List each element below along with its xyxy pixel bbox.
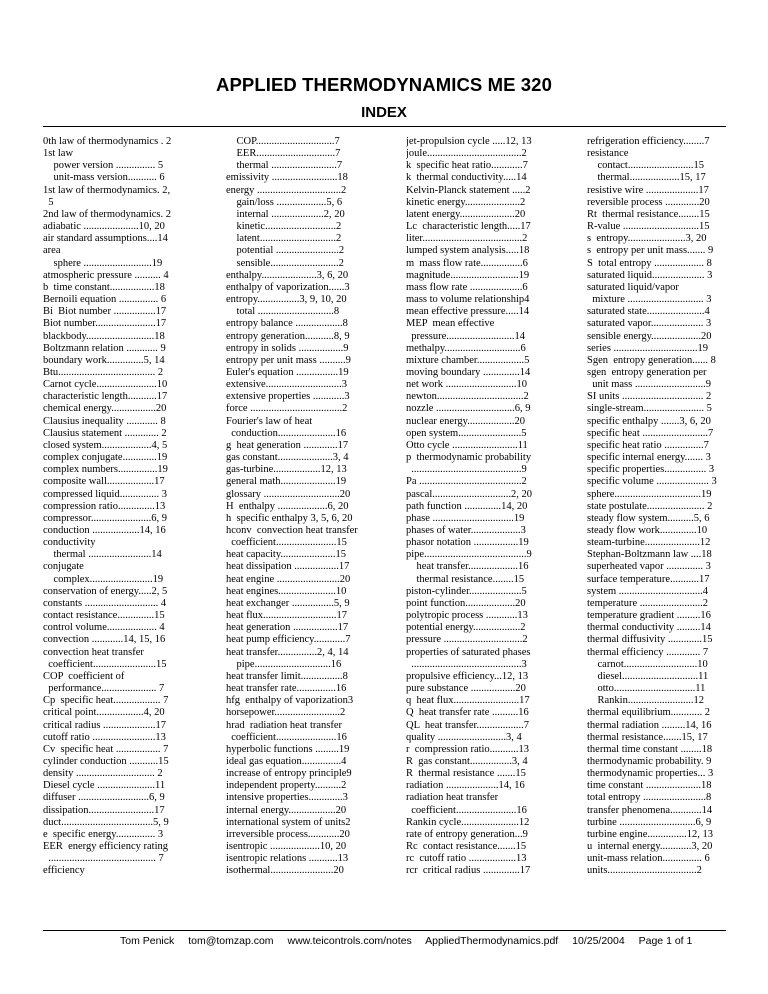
index-entry: entropy generation...........8, 9 — [226, 330, 350, 342]
index-entry: Rankin.........................12 — [587, 695, 704, 707]
index-entry: heat capacity.....................15 — [226, 549, 347, 561]
index-entry: thermal efficiency ............. 7 — [587, 646, 709, 658]
index-entry: Biot number.......................17 — [43, 318, 167, 330]
index-entry: energy ................................2 — [226, 184, 347, 196]
index-entry: atmospheric pressure .......... 4 — [43, 269, 169, 281]
index-entry: Otto cycle .........................11 — [406, 439, 528, 451]
index-entry: 0th law of thermodynamics . 2 — [43, 136, 172, 147]
index-entry: moving boundary ..............14 — [406, 366, 531, 378]
index-entry: turbine engine...............12, 13 — [587, 828, 713, 840]
index-entry: thermodynamic probability. 9 — [587, 755, 712, 767]
index-entry: mean effective pressure.....14 — [406, 306, 530, 318]
index-entry: conductivity — [43, 537, 96, 549]
index-entry: saturated state......................4 — [587, 306, 710, 318]
index-entry: MEP mean effective — [406, 318, 495, 330]
index-entry: k specific heat ratio............7 — [406, 160, 528, 172]
index-entry: path function ..............14, 20 — [406, 500, 528, 512]
index-entry: h specific enthalpy 3, 5, 6, 20 — [226, 512, 353, 524]
index-entry: duct...................................5, 9 — [43, 816, 169, 828]
index-entry: R-value .............................15 — [587, 221, 710, 233]
index-entry: sensible energy...................20 — [587, 330, 712, 342]
index-entry: sphere ..........................19 — [43, 257, 163, 269]
index-entry: 5 — [43, 196, 54, 208]
index-entry: latent.............................2 — [226, 233, 342, 245]
index-entry: Cp specific heat.................. 7 — [43, 695, 169, 707]
index-entry: saturated liquid/vapor — [587, 281, 679, 293]
index-entry: Kelvin-Planck statement .....2 — [406, 184, 531, 196]
index-entry: R thermal resistance .......15 — [406, 768, 526, 780]
index-entry: entropy balance ..................8 — [226, 318, 348, 330]
index-entry: compressor.......................6, 9 — [43, 512, 167, 524]
index-entry: entropy................3, 9, 10, 20 — [226, 294, 347, 306]
page-title: APPLIED THERMODYNAMICS ME 320 — [216, 74, 552, 95]
index-entry: glossary .............................20 — [226, 488, 351, 500]
page-subtitle: INDEX — [361, 104, 407, 121]
index-entry: jet-propulsion cycle .....12, 13 — [406, 136, 532, 147]
index-entry: coefficient.......................16 — [406, 804, 527, 816]
footer-email[interactable]: tom@tomzap.com — [188, 935, 274, 947]
index-entry: area — [43, 245, 61, 257]
index-entry: critical radius ....................17 — [43, 719, 167, 731]
index-entry: pipe.......................................9 — [406, 549, 532, 561]
index-entry: specific heat ratio ...............7 — [587, 439, 709, 451]
index-entry: conduction......................16 — [226, 427, 347, 439]
index-entry: pipe.............................16 — [226, 658, 342, 670]
index-entry: Euler's equation ................19 — [226, 366, 349, 378]
index-entry: gas-turbine..................12, 13 — [226, 464, 347, 476]
index-column-3 — [406, 136, 546, 878]
index-entry: heat dissipation .................17 — [226, 561, 350, 573]
index-entry: thermal radiation .........14, 16 — [587, 719, 712, 731]
index-entry: Stephan-Boltzmann law ....18 — [587, 549, 712, 561]
index-entry: radiation ....................14, 16 — [406, 780, 525, 792]
index-entry: pure substance .................20 — [406, 683, 526, 695]
index-entry: conjugate — [43, 561, 84, 573]
index-entry: EER energy efficiency rating — [43, 841, 168, 853]
index-entry: unit-mass relation............... 6 — [587, 853, 710, 865]
index-entry: u internal energy............3, 20 — [587, 841, 713, 853]
index-entry: refrigeration efficiency........7 — [587, 136, 710, 147]
index-entry: internal energy..................20 — [226, 804, 347, 816]
index-entry: single-stream....................... 5 — [587, 403, 712, 415]
index-entry: phasor notation .................19 — [406, 537, 529, 549]
index-entry: sgen entropy generation per — [587, 366, 707, 378]
index-entry: constants ............................ 4 — [43, 597, 167, 609]
index-entry: heat engines......................10 — [226, 585, 347, 597]
index-entry: dissipation.........................17 — [43, 804, 165, 816]
index-entry: specific heat .........................7 — [587, 427, 714, 439]
index-entry: resistive wire ....................17 — [587, 184, 709, 196]
index-entry: Q heat transfer rate ..........16 — [406, 707, 529, 719]
index-entry: heat transfer...................16 — [406, 561, 529, 573]
index-entry: heat flux............................17 — [226, 610, 348, 622]
index-entry: open system........................5 — [406, 427, 527, 439]
index-entry: convection heat transfer — [43, 646, 144, 658]
index-entry: potential energy..................2 — [406, 622, 526, 634]
index-entry: diffuser ...........................6, 9 — [43, 792, 165, 804]
index-entry: specific internal energy....... 3 — [587, 452, 711, 464]
index-entry: joule....................................2 — [406, 148, 527, 160]
index-entry: thermal ........................14 — [43, 549, 162, 561]
index-entry: magnitude..........................19 — [406, 269, 530, 281]
index-entry: cylinder conduction ...........15 — [43, 755, 169, 767]
index-entry: horsepower.........................2 — [226, 707, 346, 719]
index-entry: units..................................2 — [587, 865, 702, 877]
index-entry: mixture ............................. 3 — [587, 294, 712, 306]
index-entry: q heat flux.........................17 — [406, 695, 530, 707]
index-entry: Bi Biot number ................17 — [43, 306, 167, 318]
index-entry: Lc characteristic length.....17 — [406, 221, 531, 233]
index-entry: control volume................... 4 — [43, 622, 165, 634]
index-entry: specific properties................ 3 — [587, 464, 715, 476]
index-entry: contact.........................15 — [587, 160, 704, 172]
index-column-1 — [43, 136, 184, 878]
index-entry: Btu..................................... 2 — [43, 366, 164, 378]
index-entry: efficiency — [43, 865, 85, 877]
index-entry: chemical energy.................20 — [43, 403, 167, 415]
index-entry: S total entropy ................... 8 — [587, 257, 712, 269]
index-entry: hconv convection heat transfer — [226, 525, 358, 536]
index-entry: Rankin cycle......................12 — [406, 816, 530, 828]
index-entry: complex........................19 — [43, 573, 164, 585]
index-entry: isentropic ...................10, 20 — [226, 841, 347, 853]
header-rule — [43, 126, 726, 127]
index-entry: nozzle ..............................6, 9 — [406, 403, 531, 415]
index-entry: thermal resistance........15 — [406, 573, 525, 585]
index-entry: series ................................19 — [587, 342, 709, 354]
index-entry: R gas constant................3, 4 — [406, 755, 528, 767]
index-entry: SI units ............................... 2 — [587, 391, 712, 403]
index-entry: critical point..................4, 20 — [43, 707, 165, 719]
index-entry: methalpy.............................6 — [406, 342, 526, 354]
index-entry: thermal equilibrium............ 2 — [587, 707, 711, 719]
index-entry: international system of units2 — [226, 816, 351, 828]
index-entry: sphere.................................19 — [587, 488, 712, 500]
index-entry: newton.................................2 — [406, 391, 529, 403]
index-entry: adiabatic .....................10, 20 — [43, 221, 165, 233]
index-entry: heat transfer...............2, 4, 14 — [226, 646, 349, 658]
index-column-4 — [587, 136, 726, 878]
index-entry: gain/loss ...................5, 6 — [226, 196, 343, 208]
index-entry: r compression ratio...........13 — [406, 743, 530, 755]
index-entry: mass flow rate ....................6 — [406, 281, 528, 293]
index-entry: hrad radiation heat transfer — [226, 719, 343, 731]
index-entry: nuclear energy..................20 — [406, 415, 525, 427]
index-entry: surface temperature...........17 — [587, 573, 710, 585]
index-entry: s entropy......................3, 20 — [587, 233, 707, 245]
index-entry: thermal .........................7 — [226, 160, 343, 172]
index-entry: Rt thermal resistance........15 — [587, 208, 710, 220]
index-entry: entropy per unit mass ..........9 — [226, 354, 351, 366]
index-entry: compressed liquid............... 3 — [43, 488, 167, 500]
index-entry: total .............................8 — [226, 306, 340, 318]
index-entry: Bernoili equation ............... 6 — [43, 294, 167, 306]
index-entry: general math.....................19 — [226, 476, 347, 488]
index-entry: conduction ..................14, 16 — [43, 525, 166, 536]
index-entry: gas constant.....................3, 4 — [226, 452, 349, 464]
index-entry: 2nd law of thermodynamics. 2 — [43, 208, 172, 220]
index-entry: emissivity .........................18 — [226, 172, 348, 184]
index-entry: coefficient.......................15 — [226, 537, 347, 549]
index-entry: increase of entropy principle9 — [226, 768, 352, 780]
index-entry: Diesel cycle ......................11 — [43, 780, 166, 792]
index-entry: Cv specific heat ................. 7 — [43, 743, 169, 755]
index-entry: pressure ..............................2 — [406, 634, 528, 646]
index-entry: piston-cylinder....................5 — [406, 585, 527, 597]
index-entry: properties of saturated phases — [406, 646, 531, 658]
index-entry: m mass flow rate................6 — [406, 257, 528, 269]
index-entry: mass to volume relationship4 — [406, 294, 530, 306]
index-entry: thermal...................15, 17 — [587, 172, 706, 184]
index-entry: conservation of energy.....2, 5 — [43, 585, 168, 597]
index-entry: composite wall..................17 — [43, 476, 165, 488]
index-entry: net work ...........................10 — [406, 379, 528, 391]
index-entry: Rc contact resistance.......15 — [406, 841, 527, 853]
index-entry: COP..............................7 — [226, 136, 340, 147]
index-entry: rcr critical radius ..............17 — [406, 865, 531, 877]
index-entry: s entropy per unit mass....... 9 — [587, 245, 714, 257]
index-entry: unit mass ...........................9 — [587, 379, 711, 391]
index-entry: radiation heat transfer — [406, 792, 499, 804]
index-entry: Sgen entropy generation...... 8 — [587, 354, 716, 366]
index-entry: blackbody..........................18 — [43, 330, 165, 342]
index-entry: e specific energy............... 3 — [43, 828, 164, 840]
index-entry: point function...................20 — [406, 597, 526, 609]
index-entry: force ...................................2 — [226, 403, 348, 415]
footer-url[interactable]: www.teicontrols.com/notes — [287, 935, 412, 947]
index-entry: heat pump efficiency............7 — [226, 634, 351, 646]
index-entry: heat transfer rate...............16 — [226, 683, 347, 695]
footer-filename: AppliedThermodynamics.pdf — [425, 935, 559, 947]
index-column-2 — [226, 136, 366, 878]
index-entry: mixture chamber..................5 — [406, 354, 530, 366]
index-entry: intensive properties.............3 — [226, 792, 348, 804]
index-entry: coefficient.......................16 — [226, 731, 347, 743]
index-entry: p thermodynamic probability — [406, 452, 532, 464]
index-entry: superheated vapor .............. 3 — [587, 561, 711, 573]
index-entry: kinetic energy.....................2 — [406, 196, 526, 208]
index-entry: 1st law — [43, 148, 74, 160]
index-entry: system ................................4 — [587, 585, 709, 597]
index-entry: latent energy.....................20 — [406, 208, 526, 220]
index-entry: temperature gradient .........16 — [587, 610, 711, 622]
index-entry: pascal..............................2, 20 — [406, 488, 532, 500]
index-entry: heat engine ........................20 — [226, 573, 351, 585]
index-entry: diesel.............................11 — [587, 670, 709, 682]
index-entry: ideal gas equation...............4 — [226, 755, 347, 767]
index-entry: Clausius inequality ............ 8 — [43, 415, 166, 427]
footer-author: Tom Penick — [120, 935, 175, 947]
index-entry: state postulate...................... 2 — [587, 500, 713, 512]
index-entry: compression ratio..............13 — [43, 500, 166, 512]
index-entry: Boltzmann relation ............ 9 — [43, 342, 166, 354]
index-entry: H enthalpy ...................6, 20 — [226, 500, 349, 512]
index-entry: total entropy ........................8 — [587, 792, 712, 804]
index-entry: b time constant.................18 — [43, 281, 165, 293]
index-entry: complex conjugate.............19 — [43, 452, 168, 464]
index-entry: hyperbolic functions .........19 — [226, 743, 350, 755]
index-entry: heat generation .................17 — [226, 622, 349, 634]
index-entry: time constant .....................18 — [587, 780, 712, 792]
index-entry: steam-turbine.....................12 — [587, 537, 711, 549]
index-entry: rc cutoff ratio ..................13 — [406, 853, 527, 865]
index-entry: thermodynamic properties... 3 — [587, 768, 714, 780]
index-entry: pressure..........................14 — [406, 330, 525, 342]
index-entry: k thermal conductivity.....14 — [406, 172, 527, 184]
index-entry: Fourier's law of heat — [226, 415, 313, 427]
index-entry: rate of entropy generation...9 — [406, 828, 528, 840]
index-entry: enthalpy.....................3, 6, 20 — [226, 269, 349, 281]
index-entry: steady flow system..........5, 6 — [587, 512, 710, 524]
index-entry: thermal diffusivity .............15 — [587, 634, 713, 646]
footer-date: 10/25/2004 — [572, 935, 625, 947]
index-entry: performance..................... 7 — [43, 683, 165, 695]
index-entry: Pa .......................................2 — [406, 476, 527, 488]
footer-page-number: Page 1 of 1 — [638, 935, 693, 947]
page-footer — [120, 935, 730, 947]
index-entry: extensive properties ............3 — [226, 391, 350, 403]
index-entry: otto...............................11 — [587, 683, 706, 695]
index-entry: power version ............... 5 — [43, 160, 164, 172]
index-entry: transfer phenomena............14 — [587, 804, 713, 816]
index-entry: characteristic length...........17 — [43, 391, 168, 403]
index-entry: isentropic relations ...........13 — [226, 853, 349, 865]
index-entry: enthalpy of vaporization......3 — [226, 281, 350, 293]
index-entry: 1st law of thermodynamics. 2, — [43, 184, 171, 196]
index-entry: specific volume .................... 3 — [587, 476, 717, 488]
index-entry: irreversible process............20 — [226, 828, 350, 840]
index-entry: reversible process .............20 — [587, 196, 710, 208]
index-entry: kinetic...........................2 — [226, 221, 342, 233]
index-entry: heat exchanger ................5, 9 — [226, 597, 350, 609]
footer-rule — [43, 930, 726, 931]
index-entry: propulsive efficiency...12, 13 — [406, 670, 529, 682]
index-entry: internal ....................2, 20 — [226, 208, 345, 220]
index-entry: saturated liquid.................... 3 — [587, 269, 713, 281]
index-entry: Clausius statement ............. 2 — [43, 427, 167, 439]
index-entry: quality ..........................3, 4 — [406, 731, 522, 743]
index-entry: saturated vapor.................... 3 — [587, 318, 712, 330]
index-entry: closed system...................4, 5 — [43, 439, 168, 451]
index-entry: entropy in solids .................9 — [226, 342, 349, 354]
index-entry: g heat generation .............17 — [226, 439, 349, 451]
index-entry: contact resistance..............15 — [43, 610, 165, 622]
index-entry: ..........................................3 — [406, 658, 527, 670]
index-entry: Carnot cycle.......................10 — [43, 379, 168, 391]
index-entry: QL heat transfer..................7 — [406, 719, 529, 731]
index-entry: coefficient........................15 — [43, 658, 167, 670]
index-entry: independent property..........2 — [226, 780, 347, 792]
index-entry: phase ...............................19 — [406, 512, 525, 524]
index-entry: polytropic process ............13 — [406, 610, 528, 622]
index-entry: COP coefficient of — [43, 670, 125, 682]
index-entry: hfg enthalpy of vaporization3 — [226, 695, 354, 707]
index-entry: thermal time constant ........18 — [587, 743, 713, 755]
index-entry: potential ........................2 — [226, 245, 345, 257]
index-entry: phases of water...................3 — [406, 525, 526, 536]
index-entry: unit-mass version........... 6 — [43, 172, 165, 184]
index-entry: thermal resistance.......15, 17 — [587, 731, 708, 743]
index-entry: complex numbers...............19 — [43, 464, 168, 476]
index-entry: boundary work..............5, 14 — [43, 354, 165, 366]
index-entry: lumped system analysis.....18 — [406, 245, 530, 257]
index-entry: turbine .............................6, 9 — [587, 816, 712, 828]
index-entry: convection ............14, 15, 16 — [43, 634, 166, 646]
index-entry: density .............................. 2 — [43, 768, 163, 780]
index-entry: resistance — [587, 148, 629, 160]
index-entry: heat transfer limit................8 — [226, 670, 348, 682]
index-entry: extensive.............................3 — [226, 379, 348, 391]
index-entry: steady flow work..............10 — [587, 525, 708, 536]
index-entry: sensible..........................2 — [226, 257, 344, 269]
index-entry: carnot............................10 — [587, 658, 708, 670]
index-entry: EER..............................7 — [226, 148, 341, 160]
index-entry: temperature ........................2 — [587, 597, 709, 609]
index-entry: liter......................................2 — [406, 233, 528, 245]
index-entry: ......................................... 7 — [43, 853, 164, 865]
index-entry: air standard assumptions....14 — [43, 233, 168, 245]
index-entry: thermal conductivity .........14 — [587, 622, 711, 634]
index-entry: ..........................................9 — [406, 464, 527, 476]
index-entry: cutoff ratio ........................13 — [43, 731, 166, 743]
index-entry: specific enthalpy .......3, 6, 20 — [587, 415, 711, 427]
index-entry: isothermal........................20 — [226, 865, 344, 877]
